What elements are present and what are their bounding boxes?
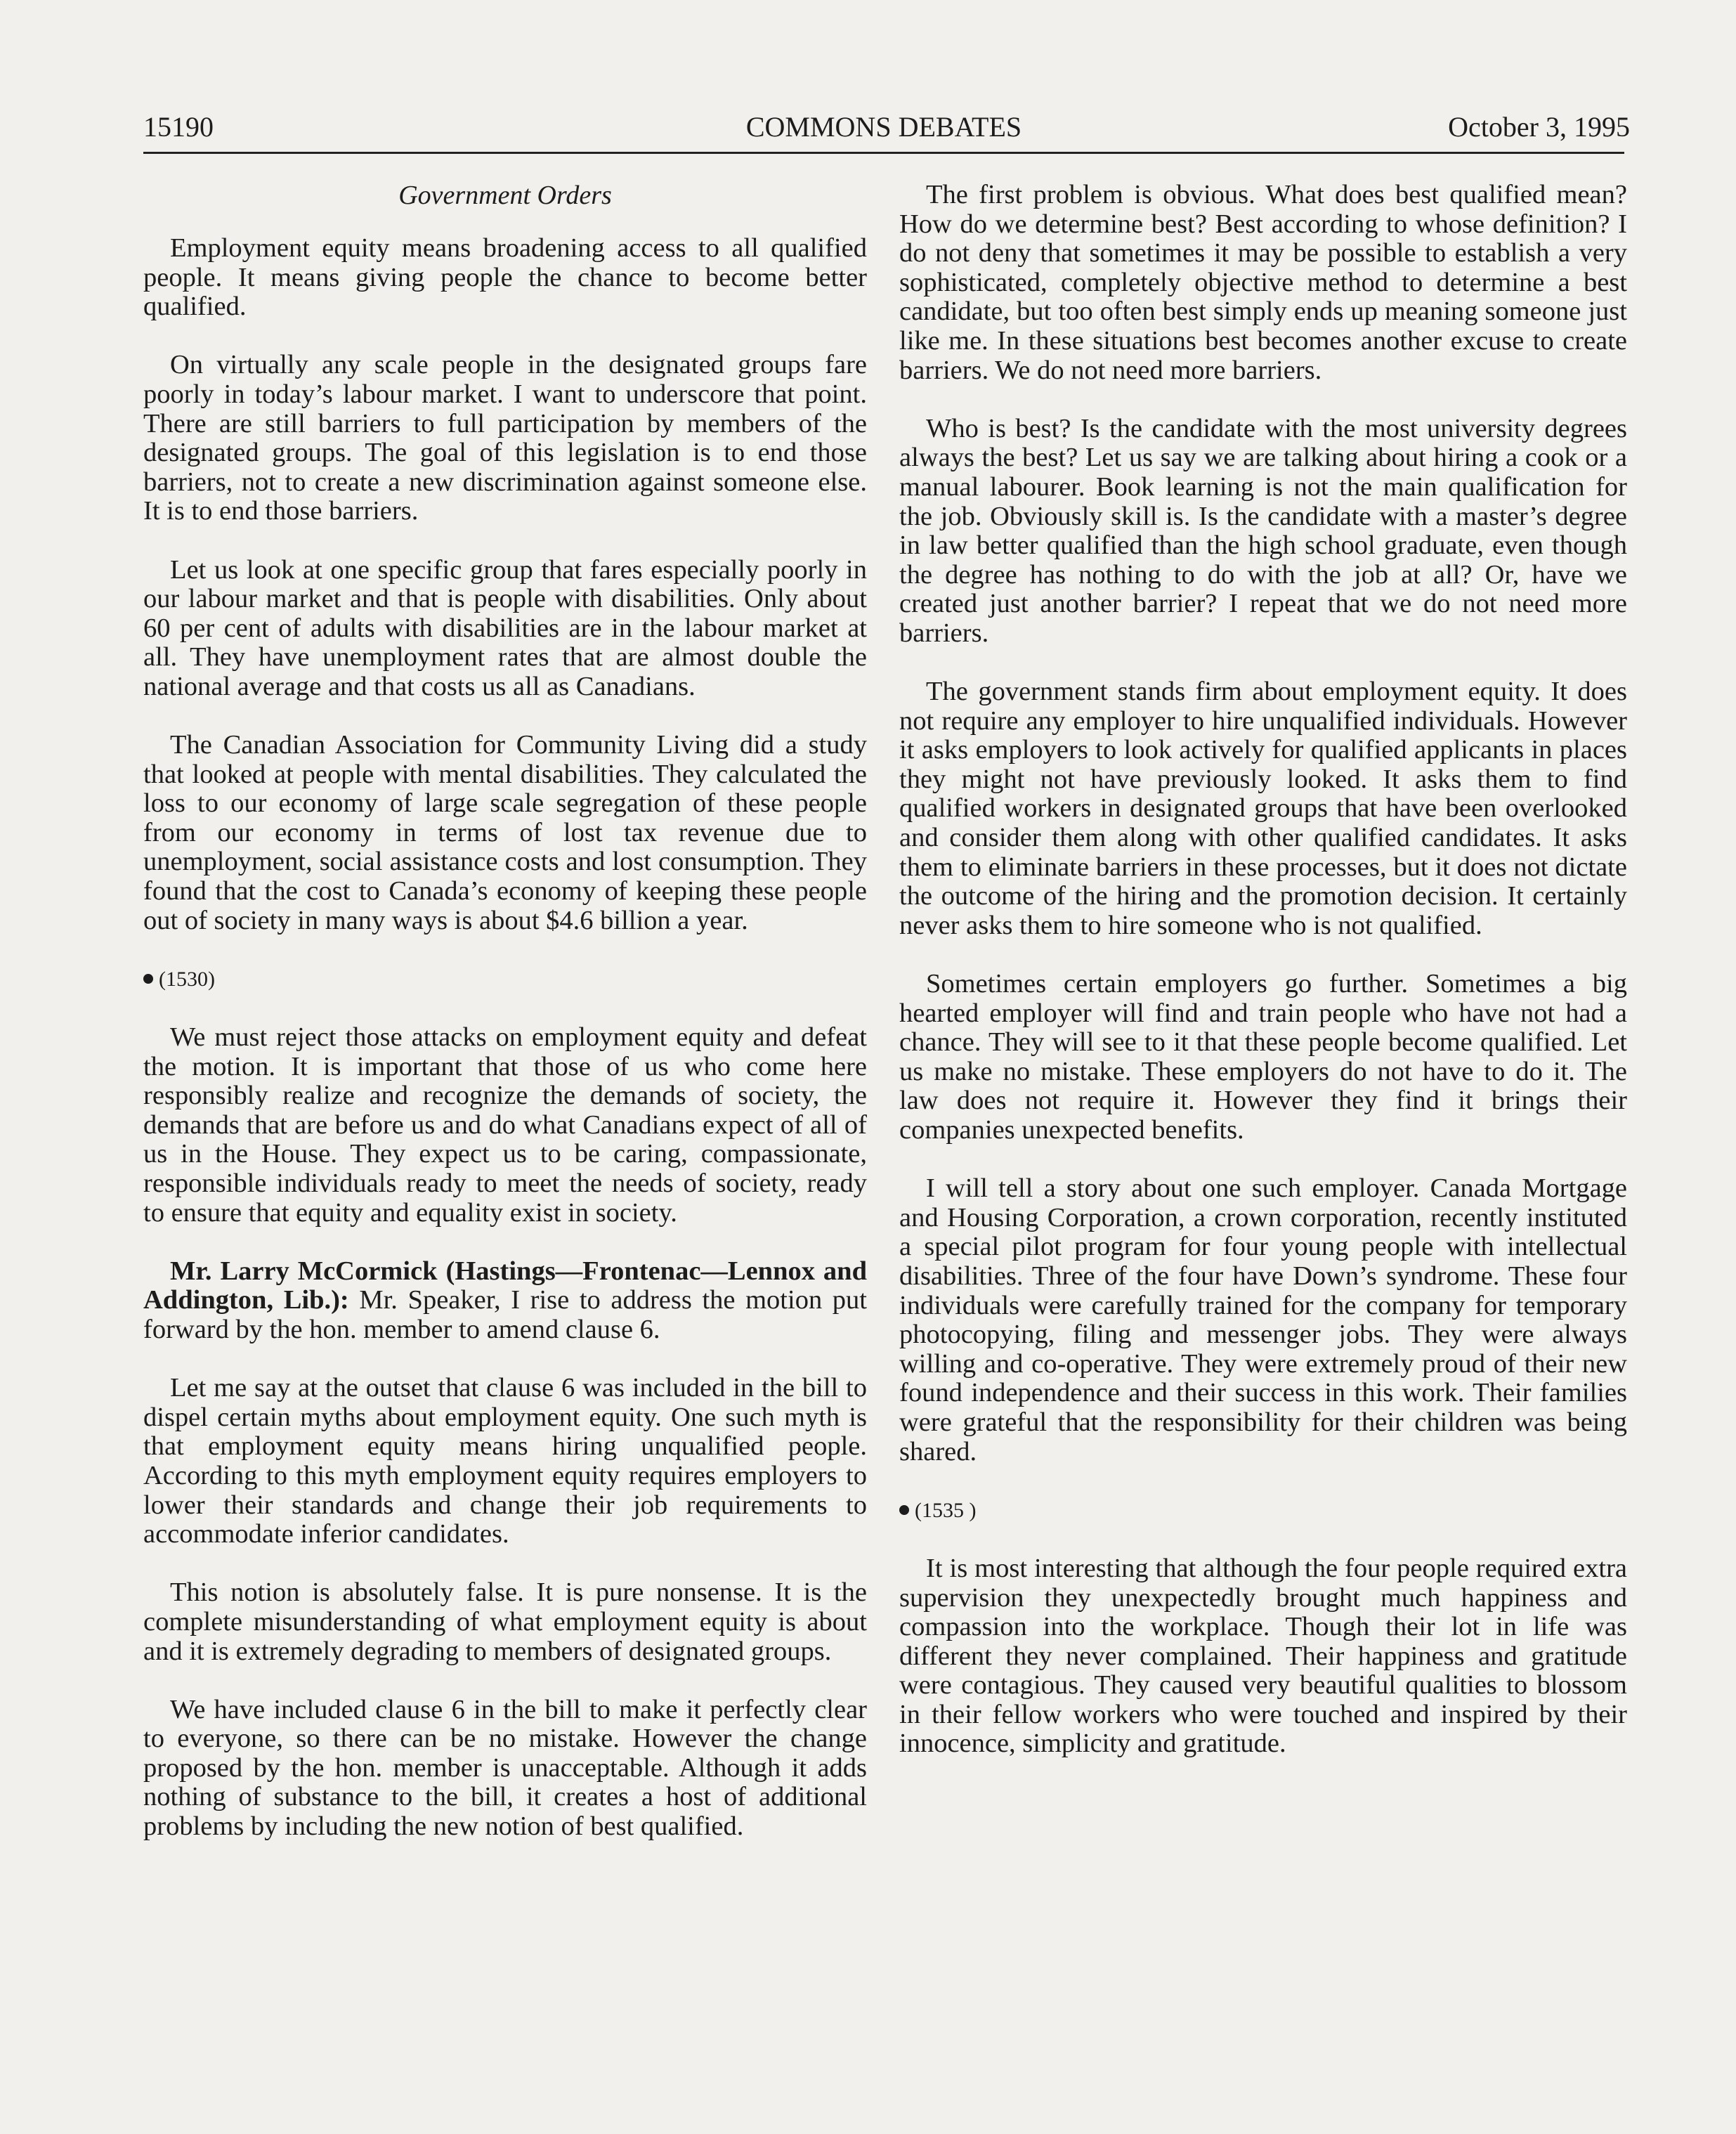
page-number: 15190 xyxy=(143,111,214,143)
bullet-icon xyxy=(899,1505,909,1515)
paragraph: Who is best? Is the candidate with the most university degrees always the best? Let us say we are talking about hiring a cook or a manual labourer. Book learning is not the main qualification for the job. Obviously skill is. Is the candidate with a master’s degree in law better qualified than the high school graduate, even though the degree has nothing to do with the job at all? Or, have we created just another barrier? I repeat that we do not need more barriers. xyxy=(899,413,1627,648)
paragraph: We must reject those attacks on employment equity and defeat the motion. It is important that those of us who come here responsibly realize and recognize the demands of society, the demands that are before us and do what Canadians expect of all of us in the House. They expect us to be caring, compassionate, responsible individuals ready to meet the needs of society, ready to ensure that equity and equality exist in society. xyxy=(143,1022,867,1228)
speaker-text: Mr. Speaker, I rise to address the motion put forward by the hon. member to amend clause 6. xyxy=(143,1285,867,1344)
paragraph: The government stands firm about employment equity. It does not require any employer to hire unqualified individuals. However it asks employers to look actively for qualified applicants in places they might not have previously looked. It asks them to find qualified workers in designated groups that have been overlooked and consider them along with other qualified candidates. It asks them to eliminate barriers in these processes, but it does not dictate the outcome of the hiring and the promotion decision. It certainly never asks them to hire someone who is not qualified. xyxy=(899,677,1627,940)
paragraph: The Canadian Association for Community Living did a study that looked at people with mental disabilities. They calculated the loss to our economy of large scale segregation of these people from our economy in terms of lost tax revenue due to unemployment, social assistance costs and lost consumption. They found that the cost to Canada’s economy of keeping these people out of society in many ways is about $4.6 billion a year. xyxy=(143,730,867,935)
publication-date: October 3, 1995 xyxy=(1448,111,1630,143)
document-page xyxy=(143,105,1630,1842)
paragraph: Employment equity means broadening access to all qualified people. It means giving people the chance to become better qualified. xyxy=(143,233,867,322)
right-column xyxy=(899,181,1627,1788)
paragraph: Let us look at one specific group that fares especially poorly in our labour market and that is people with disabilities. Only about 60 per cent of adults with disabilities are in the labour market at all. They have unemployment rates that are almost double the national average and that costs us all as Canadians. xyxy=(143,554,867,701)
section-title: Government Orders xyxy=(398,181,612,210)
page-header xyxy=(143,105,1630,149)
bullet-icon xyxy=(143,974,153,984)
journal-title: COMMONS DEBATES xyxy=(745,111,1022,143)
time-marker-text: (1535 ) xyxy=(915,1498,977,1522)
time-marker-text: (1530) xyxy=(159,967,215,991)
paragraph: Sometimes certain employers go further. Sometimes a big hearted employer will find and train people who have not had a chance. They will see to it that these people become qualified. Let us make no mistake. These employers do not have to do it. The law does not require it. However they find it brings their companies unexpected benefits. xyxy=(899,969,1627,1145)
paragraph: The first problem is obvious. What does best qualified mean? How do we determine best? Best according to whose definition? I do not deny that sometimes it may be possible to establish a very sophisticated, completely objective method to determine a best candidate, but too often best simply ends up meaning someone just like me. In these situations best becomes another excuse to create barriers. We do not need more barriers. xyxy=(899,180,1627,385)
left-column xyxy=(143,181,867,1870)
paragraph: I will tell a story about one such employer. Canada Mortgage and Housing Corporation, a crown corporation, recently instituted a special pilot program for four young people with intellectual disabilities. Three of the four have Down’s syndrome. These four individuals were carefully trained for the company for temporary photocopying, filing and messenger jobs. They were always willing and co-operative. They were extremely proud of their new found independence and their success in this work. Their families were grateful that the responsibility for their children was being shared. xyxy=(899,1173,1627,1466)
speaker-name: Mr. Larry McCormick (Hastings—Frontenac—Lennox and Addington, Lib.): xyxy=(143,1256,867,1315)
time-marker xyxy=(143,965,867,994)
paragraph: This notion is absolutely false. It is pure nonsense. It is the complete misunderstanding of what employment equity is about and it is extremely degrading to members of designated groups. xyxy=(143,1577,867,1666)
header-rule xyxy=(143,152,1624,154)
time-marker xyxy=(899,1496,1627,1525)
paragraph: It is most interesting that although the four people required extra supervision they unexpectedly brought much happiness and compassion into the workplace. Though their lot in life was different they never complained. Their happiness and gratitude were contagious. They caused very beautiful qualities to blossom in their fellow workers who were touched and inspired by their innocence, simplicity and gratitude. xyxy=(899,1553,1627,1759)
paragraph: Let me say at the outset that clause 6 was included in the bill to dispel certain myths about employment equity. One such myth is that employment equity means hiring unqualified people. According to this myth employment equity requires employers to lower their standards and change their job requirements to accommodate inferior candidates. xyxy=(143,1373,867,1549)
speaker-paragraph xyxy=(143,1257,867,1345)
paragraph: On virtually any scale people in the designated groups fare poorly in today’s labour market. I want to underscore that point. There are still barriers to full participation by members of the designated groups. The goal of this legislation is to end those barriers, not to create a new discrimination against someone else. It is to end those barriers. xyxy=(143,350,867,526)
paragraph: We have included clause 6 in the bill to make it perfectly clear to everyone, so there can be no mistake. However the change proposed by the hon. member is unacceptable. Although it adds nothing of substance to the bill, it creates a host of additional problems by including the new notion of best qualified. xyxy=(143,1694,867,1842)
